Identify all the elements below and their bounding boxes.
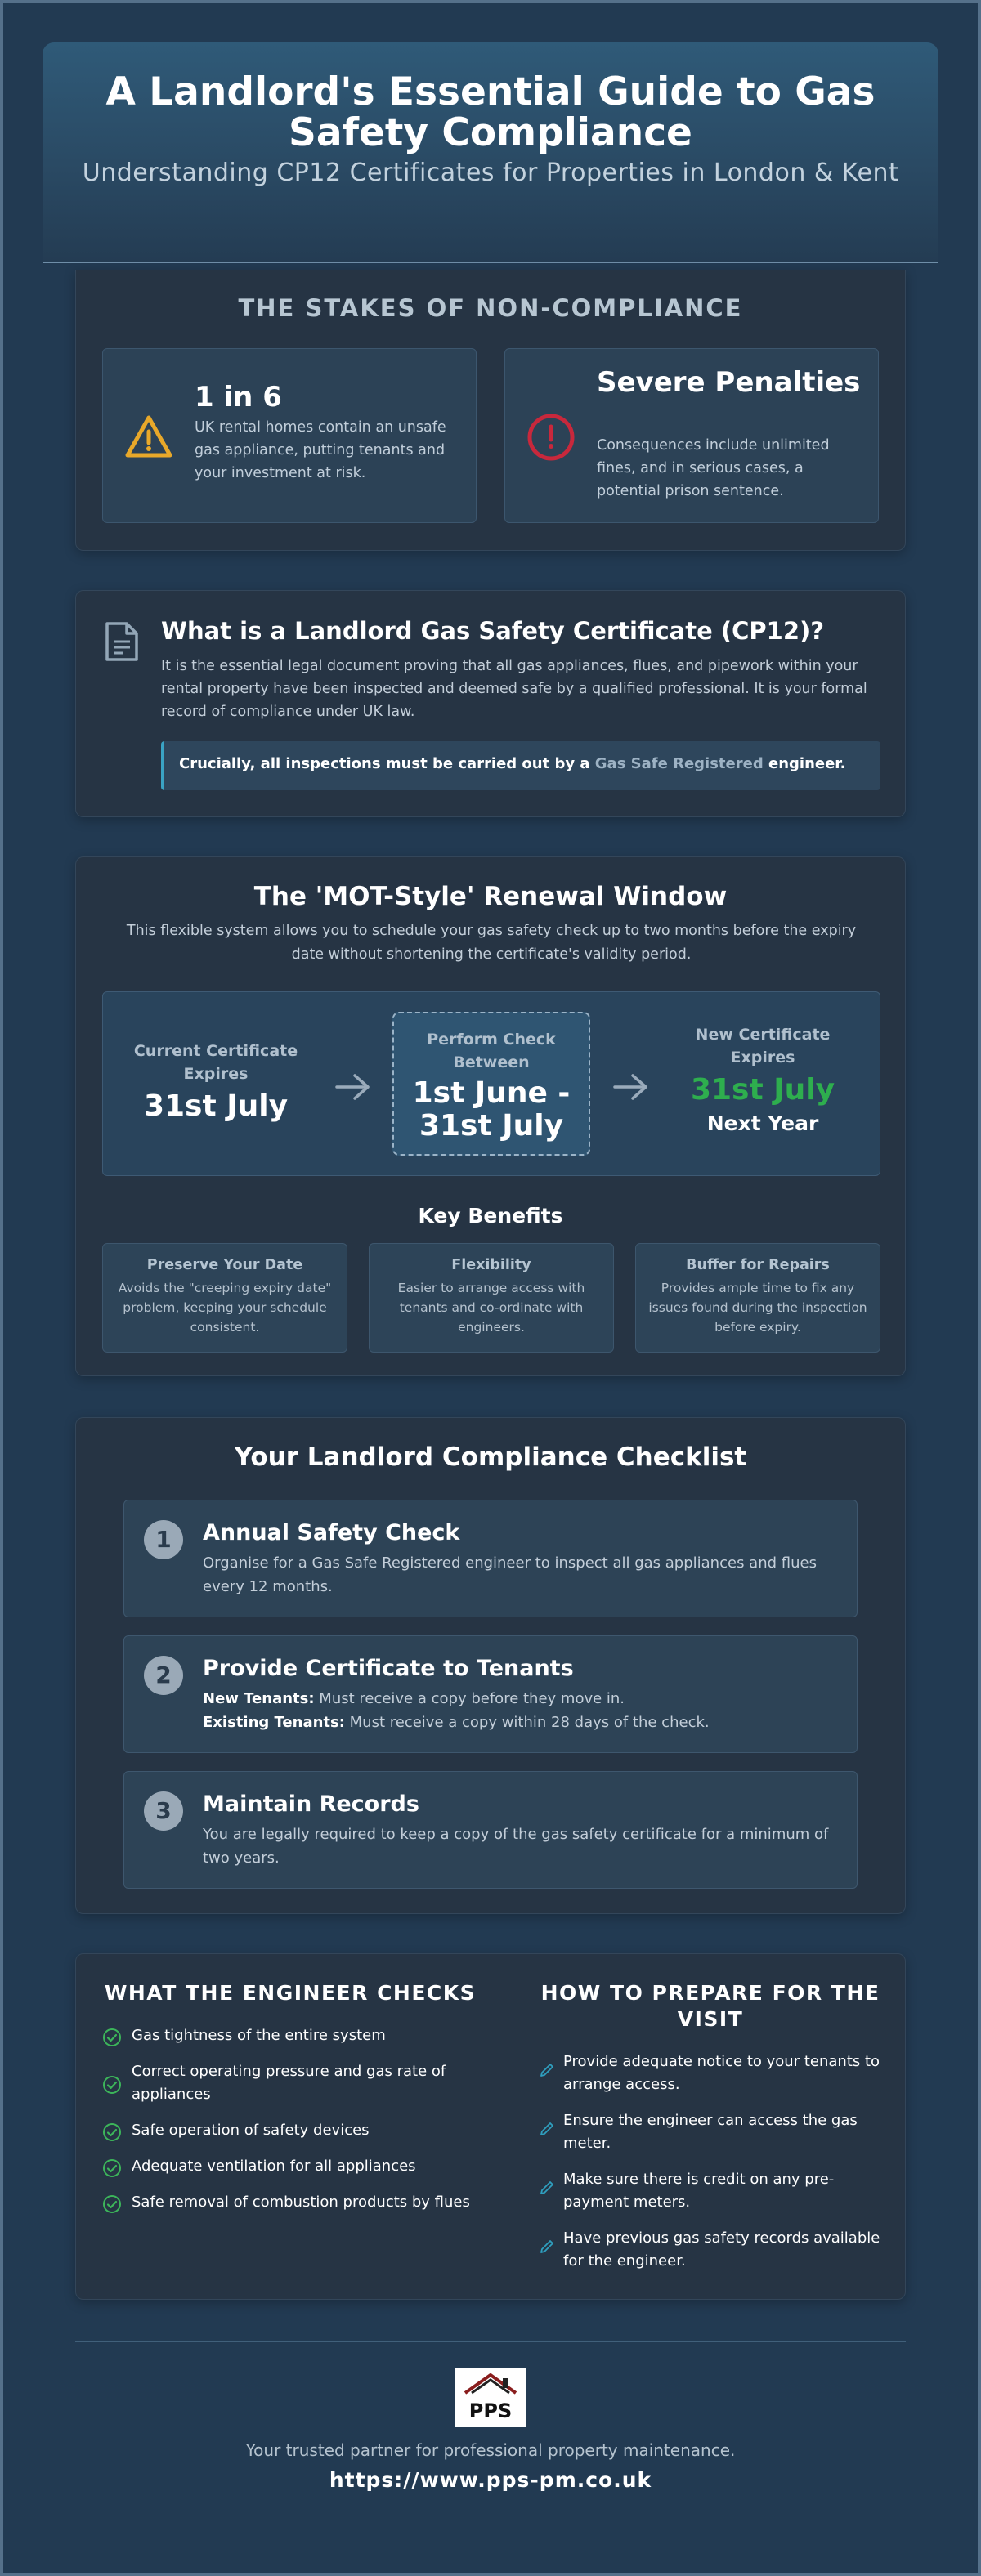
- new-expiry-block: [667, 1023, 858, 1135]
- engineer-check-text: Gas tightness of the entire system: [132, 2027, 386, 2044]
- footer-divider: [75, 2341, 906, 2342]
- benefit-card: [635, 1243, 880, 1353]
- step-description: Organise for a Gas Safe Registered engineer to inspect all gas appliances and flues every 12 months.: [203, 1554, 817, 1595]
- callout-text: Crucially, all inspections must be carried out by a: [179, 755, 595, 772]
- benefit-description: Avoids the "creeping expiry date" problem, keeping your schedule consistent.: [118, 1281, 332, 1335]
- step-description: You are legally required to keep a copy of the gas safety certificate for a minimum of two years.: [203, 1826, 829, 1867]
- engineer-check-item: [102, 2191, 478, 2214]
- footer-tagline: Your trusted partner for professional property maintenance.: [245, 2440, 736, 2460]
- page-subtitle: Understanding CP12 Certificates for Properties in London & Kent: [82, 159, 899, 187]
- stat-card-unsafe: [102, 348, 477, 523]
- existing-tenants-label: Existing Tenants:: [203, 1714, 345, 1731]
- new-tenants-text: Must receive a copy before they move in.: [314, 1690, 625, 1707]
- alert-circle-icon: [525, 411, 577, 463]
- renewal-timeline: [102, 991, 880, 1176]
- new-expiry-year: Next Year: [706, 1111, 819, 1135]
- benefit-card: [102, 1243, 347, 1353]
- step-title: Maintain Records: [203, 1791, 419, 1817]
- page-header: [43, 42, 938, 263]
- engineer-check-item: [102, 2119, 478, 2142]
- arrow-right-icon: [611, 1071, 651, 1103]
- checklist-step: [123, 1500, 858, 1617]
- page-title: A Landlord's Essential Guide to Gas Safety Compliance: [105, 69, 876, 155]
- svg-text:PPS: PPS: [468, 2399, 513, 2422]
- check-circle-icon: [102, 2122, 122, 2142]
- prepare-item-text: Ensure the engineer can access the gas meter.: [563, 2112, 858, 2152]
- stat-description: UK rental homes contain an unsafe gas appliance, putting tenants and your investment at risk.: [195, 419, 446, 481]
- prepare-item: [539, 2051, 882, 2096]
- stakes-title: THE STAKES OF NON-COMPLIANCE: [238, 294, 743, 322]
- check-circle-icon: [102, 2158, 122, 2178]
- benefit-card: [369, 1243, 614, 1353]
- benefits-title: Key Benefits: [418, 1204, 563, 1228]
- callout-highlight: Gas Safe Registered: [594, 755, 764, 772]
- current-expiry-label: Current Certificate Expires: [133, 1042, 298, 1083]
- cp12-callout: [161, 741, 880, 790]
- prepare-item: [539, 2168, 882, 2214]
- prepare-item: [539, 2109, 882, 2155]
- renewal-title: The 'MOT-Style' Renewal Window: [253, 882, 728, 911]
- house-logo-icon: [455, 2368, 526, 2427]
- check-circle-icon: [102, 2075, 122, 2095]
- cp12-section: [75, 590, 906, 817]
- check-window-label: Perform Check Between: [427, 1031, 556, 1071]
- cp12-title: What is a Landlord Gas Safety Certificate (CP12)?: [161, 617, 825, 645]
- new-tenants-label: New Tenants:: [203, 1690, 315, 1707]
- engineer-check-text: Safe removal of combustion products by flues: [132, 2194, 470, 2211]
- current-expiry-block: [121, 1040, 311, 1123]
- prepare-visit-title: HOW TO PREPARE FOR THE VISIT: [540, 1981, 880, 2031]
- benefit-title: Buffer for Repairs: [686, 1257, 830, 1273]
- benefit-title: Flexibility: [451, 1257, 531, 1273]
- checklist-step: [123, 1635, 858, 1753]
- renewal-intro: This flexible system allows you to schedule your gas safety check up to two months before the expiry date without shortening the certificate's validity period.: [126, 923, 857, 963]
- prepare-item-text: Have previous gas safety records available for the engineer.: [563, 2229, 880, 2270]
- current-expiry-date: 31st July: [143, 1089, 289, 1123]
- engineer-check-text: Correct operating pressure and gas rate of appliances: [132, 2063, 446, 2103]
- pencil-icon: [539, 2238, 555, 2255]
- stat-description: Consequences include unlimited fines, and in serious cases, a potential prison sentence.: [597, 437, 830, 499]
- engineer-checks-title: WHAT THE ENGINEER CHECKS: [104, 1981, 477, 2005]
- new-expiry-label: New Certificate Expires: [695, 1026, 831, 1067]
- engineer-check-item: [102, 2060, 478, 2106]
- step-number: 1: [144, 1520, 183, 1559]
- prepare-item: [539, 2227, 882, 2273]
- existing-tenants-text: Must receive a copy within 28 days of the check.: [344, 1714, 710, 1731]
- callout-text-end: engineer.: [763, 755, 846, 772]
- check-circle-icon: [102, 2028, 122, 2047]
- arrow-right-icon: [334, 1071, 373, 1103]
- stakes-section: [75, 270, 906, 551]
- step-title: Annual Safety Check: [203, 1520, 460, 1545]
- checklist-section: [75, 1417, 906, 1914]
- warning-triangle-icon: [123, 411, 175, 463]
- prepare-item-text: Provide adequate notice to your tenants to arrange access.: [563, 2053, 880, 2093]
- check-circle-icon: [102, 2194, 122, 2214]
- engineer-check-item: [102, 2155, 478, 2178]
- prepare-item-text: Make sure there is credit on any pre-payment meters.: [563, 2171, 835, 2211]
- step-description: [203, 1687, 832, 1734]
- stat-headline: Severe Penalties: [597, 366, 861, 399]
- benefit-description: Provides ample time to fix any issues found during the inspection before expiry.: [648, 1281, 867, 1335]
- step-number: 2: [144, 1656, 183, 1695]
- pencil-icon: [539, 2121, 555, 2137]
- benefit-description: Easier to arrange access with tenants and co-ordinate with engineers.: [397, 1281, 585, 1335]
- company-logo: [455, 2368, 526, 2427]
- checks-and-preparation-section: [75, 1953, 906, 2300]
- stat-headline: 1 in 6: [195, 381, 282, 414]
- benefit-title: Preserve Your Date: [146, 1257, 303, 1273]
- website-link[interactable]: https://www.pps-pm.co.uk: [329, 2468, 652, 2492]
- new-expiry-date: 31st July: [690, 1073, 835, 1107]
- cp12-description: It is the essential legal document proving that all gas appliances, flues, and pipework within your rental property have been inspected and deemed safe by a qualified professional. It is your formal record of compliance under UK law.: [161, 658, 867, 720]
- engineer-check-item: [102, 2024, 478, 2047]
- engineer-check-text: Adequate ventilation for all appliances: [132, 2158, 416, 2175]
- pencil-icon: [539, 2062, 555, 2078]
- renewal-section: [75, 856, 906, 1376]
- checklist-step: [123, 1771, 858, 1889]
- stat-card-penalties: [504, 348, 879, 523]
- engineer-check-text: Safe operation of safety devices: [132, 2122, 370, 2139]
- check-window-block: [392, 1012, 590, 1156]
- check-window-dates: 1st June - 31st July: [412, 1076, 571, 1143]
- step-title: Provide Certificate to Tenants: [203, 1656, 574, 1681]
- pencil-icon: [539, 2180, 555, 2196]
- checklist-title: Your Landlord Compliance Checklist: [234, 1442, 747, 1472]
- document-icon: [104, 620, 140, 663]
- step-number: 3: [144, 1791, 183, 1831]
